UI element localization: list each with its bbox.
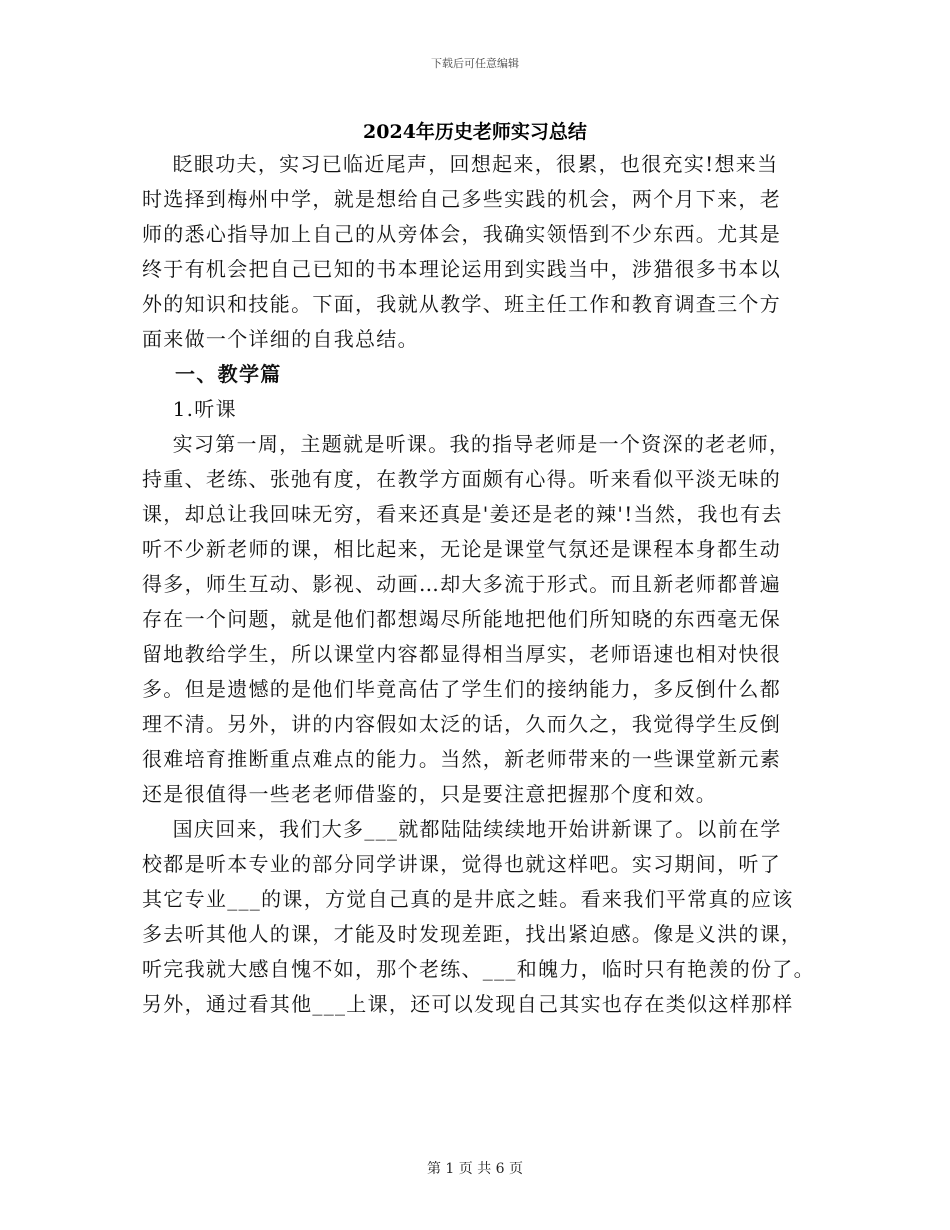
body-line: 还是很值得一些老老师借鉴的，只是要注意把握那个度和效。 [142, 782, 718, 806]
body-line: 终于有机会把自己已知的书本理论运用到实践当中，涉猎很多书本以 [142, 257, 781, 281]
body-line: 眨眼功夫，实习已临近尾声，回想起来，很累，也很充实!想来当 [142, 152, 779, 176]
body-line: 很难培育推断重点难点的能力。当然，新老师带来的一些课堂新元素 [142, 747, 781, 771]
body-line: 听完我就大感自愧不如，那个老练、___和魄力，临时只有艳羡的份了。 [142, 957, 815, 981]
body-line: 另外，通过看其他___上课，还可以发现自己其实也存在类似这样那样 [142, 992, 794, 1016]
body-line: 存在一个问题，就是他们都想竭尽所能地把他们所知晓的东西毫无保 [142, 607, 781, 631]
body-line: 其它专业___的课，方觉自己真的是井底之蛙。看来我们平常真的应该 [142, 887, 794, 911]
document-body [142, 147, 814, 1022]
body-line: 校都是听本专业的部分同学讲课，觉得也就这样吧。实习期间，听了 [142, 852, 781, 876]
body-line: 时选择到梅州中学，就是想给自己多些实践的机会，两个月下来，老 [142, 187, 781, 211]
body-line: 国庆回来，我们大多___就都陆陆续续地开始讲新课了。以前在学 [142, 817, 782, 841]
body-line: 理不清。另外，讲的内容假如太泛的话，久而久之，我觉得学生反倒 [142, 712, 781, 736]
body-line: 师的悉心指导加上自己的从旁体会，我确实领悟到不少东西。尤其是 [142, 222, 781, 246]
body-line: 课，却总让我回味无穷，看来还真是'姜还是老的辣'!当然，我也有去 [142, 502, 783, 526]
body-line: 多去听其他人的课，才能及时发现差距，找出紧迫感。像是义洪的课， [142, 922, 803, 946]
body-line: 实习第一周，主题就是听课。我的指导老师是一个资深的老老师， [142, 432, 791, 456]
body-line: 面来做一个详细的自我总结。 [142, 327, 419, 351]
body-line: 外的知识和技能。下面，我就从教学、班主任工作和教育调查三个方 [142, 292, 781, 316]
page-number: 第 1 页 共 6 页 [426, 1161, 524, 1177]
section-heading: 一、教学篇 [142, 362, 282, 386]
document-title: 2024年历史老师实习总结 [363, 121, 587, 143]
subsection-heading: 1.听课 [142, 397, 237, 421]
body-line: 多。但是遗憾的是他们毕竟高估了学生们的接纳能力，多反倒什么都 [142, 677, 781, 701]
body-line: 得多，师生互动、影视、动画…却大多流于形式。而且新老师都普遍 [142, 572, 781, 596]
body-line: 留地教给学生，所以课堂内容都显得相当厚实，老师语速也相对快很 [142, 642, 781, 666]
header-note: 下载后可任意编辑 [431, 57, 519, 70]
body-line: 持重、老练、张弛有度，在教学方面颇有心得。听来看似平淡无味的 [142, 467, 781, 491]
body-line: 听不少新老师的课，相比起来，无论是课堂气氛还是课程本身都生动 [142, 537, 781, 561]
